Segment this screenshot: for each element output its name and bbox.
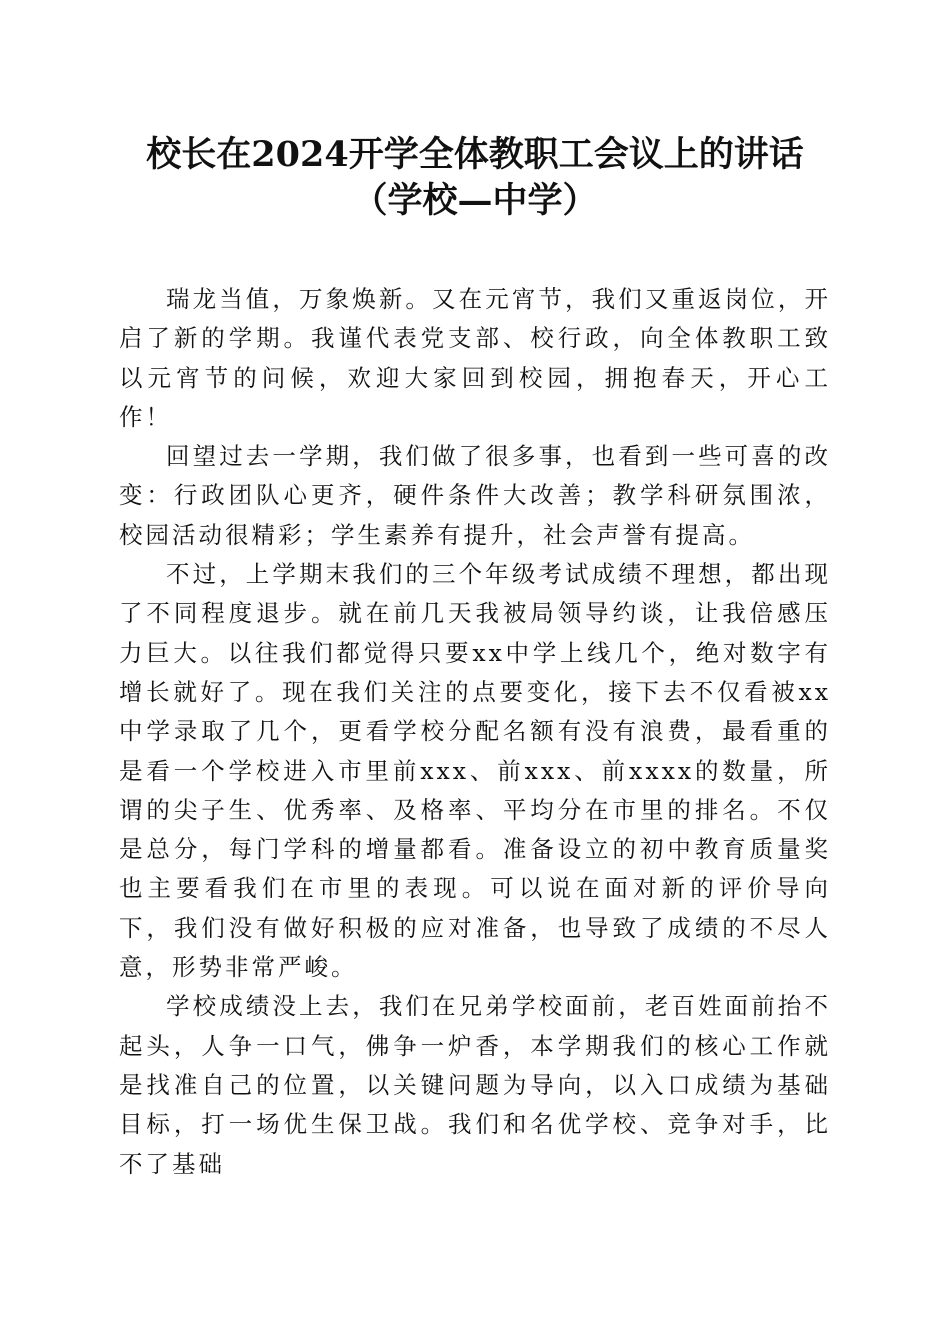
document-body	[119, 280, 831, 1184]
document-title	[100, 132, 850, 224]
paragraph-opening: 瑞龙当值，万象焕新。又在元宵节，我们又重返岗位，开启了新的学期。我谨代表党支部、校行政，向全体教职工致以元宵节的问候，欢迎大家回到校园，拥抱春天，开心工作！	[119, 285, 831, 431]
paragraph-problems: 不过，上学期末我们的三个年级考试成绩不理想，都出现了不同程度退步。就在前几天我被局领导约谈，让我倍感压力巨大。以往我们都觉得只要xx中学上线几个，绝对数字有增长就好了。现在我们关注的点要变化，接下去不仅看被xx中学录取了几个，更看学校分配名额有没有浪费，最看重的是看一个学校进入市里前xxx、前xxx、前xxxx的数量，所谓的尖子生、优秀率、及格率、平均分在市里的排名。不仅是总分，每门学科的增量都看。准备设立的初中教育质量奖也主要看我们在市里的表现。可以说在面对新的评价导向下，我们没有做好积极的应对准备，也导致了成绩的不尽人意，形势非常严峻。	[119, 560, 831, 982]
title-line-subtitle: （学校—中学）	[352, 180, 598, 221]
paragraph-core-work: 学校成绩没上去，我们在兄弟学校面前，老百姓面前抬不起头，人争一口气，佛争一炉香，本学期我们的核心工作就是找准自己的位置，以关键问题为导向，以入口成绩为基础目标，打一场优生保卫战。我们和名优学校、竞争对手，比不了基础	[119, 992, 831, 1178]
paragraph-review: 回望过去一学期，我们做了很多事，也看到一些可喜的改变：行政团队心更齐，硬件条件大改善；教学科研氛围浓，校园活动很精彩；学生素养有提升，社会声誉有提高。	[119, 442, 831, 549]
title-line-main: 校长在2024开学全体教职工会议上的讲话	[146, 134, 804, 175]
